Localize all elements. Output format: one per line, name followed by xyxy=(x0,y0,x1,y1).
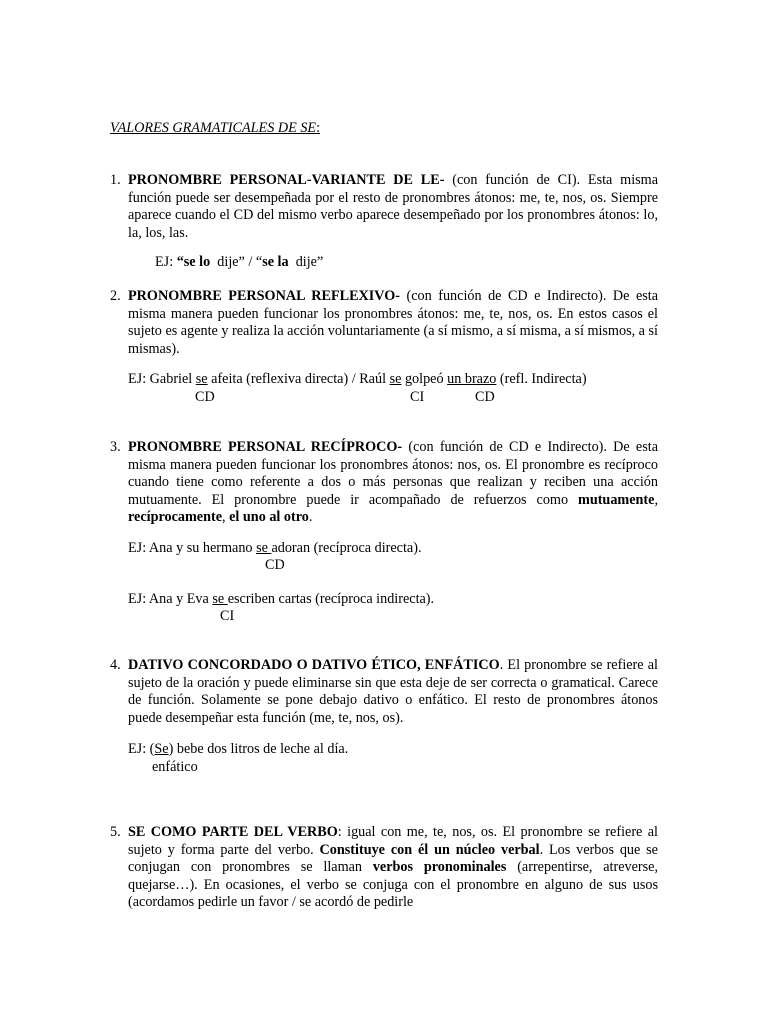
example-4 xyxy=(128,741,348,759)
example-text: EJ: Gabriel xyxy=(128,371,196,387)
function-tag: CD xyxy=(265,557,285,573)
document-title xyxy=(110,120,320,138)
section-body xyxy=(128,439,658,527)
example-text: (refl. Indirecta) xyxy=(496,371,587,387)
example-text: EJ: Ana y su hermano xyxy=(128,540,257,556)
section-heading: SE COMO PARTE DEL VERBO xyxy=(128,824,338,840)
example-3b xyxy=(128,591,434,609)
example-3a xyxy=(128,540,422,558)
example-underlined: se xyxy=(389,371,402,387)
example-text: dije” xyxy=(288,254,324,270)
example-underlined: Se xyxy=(154,741,169,757)
example-text: EJ: ( xyxy=(128,741,155,757)
separator: , xyxy=(654,491,658,508)
function-tag: CD xyxy=(195,389,215,405)
example-1 xyxy=(155,254,323,272)
section-body xyxy=(128,824,658,912)
section-text: (arrepentirse, atreverse, quejarse…). En ocasiones, el verbo se conjuga con el pronombre en alguno de sus usos (acordamos pedirle un favor / se acordó de pedirle xyxy=(128,859,658,911)
section-text: . Los verbos que se conjugan con pronombres se llaman xyxy=(128,841,658,876)
section-heading: DATIVO CONCORDADO O DATIVO ÉTICO, ENFÁTICO xyxy=(128,657,500,673)
section-3 xyxy=(110,439,658,527)
bold-term: recíprocamente xyxy=(128,509,223,526)
section-text: (con función de CD e Indirecto). De esta misma manera pueden funcionar los pronombres átonos: me, te, nos, os. En estos casos el sujeto es agente y realiza la acción voluntariamente (a sí mismo, a sí misma, a sí mismos, a sí mismas). xyxy=(128,288,658,357)
section-1 xyxy=(110,172,658,242)
section-2 xyxy=(110,288,658,358)
example-text: ) bebe dos litros de leche al día. xyxy=(168,741,349,757)
function-tag: enfático xyxy=(152,759,198,775)
function-tag: CI xyxy=(220,608,235,624)
section-body xyxy=(128,657,658,727)
section-4 xyxy=(110,657,658,727)
example-text: escriben cartas (recíproca indirecta). xyxy=(227,591,435,607)
period: . xyxy=(308,509,313,526)
example-text: EJ: Ana y Eva xyxy=(128,591,213,607)
function-tag: CI xyxy=(410,389,425,405)
section-heading: PRONOMBRE PERSONAL-VARIANTE DE LE- xyxy=(128,172,445,188)
section-number: 5. xyxy=(110,824,121,840)
title-text: VALORES GRAMATICALES DE SE xyxy=(110,120,317,136)
section-text: : igual con me, te, nos, os. El pronombre se refiere al sujeto y forma parte del verbo. xyxy=(128,824,658,858)
section-5 xyxy=(110,824,658,912)
example-text: adoran (recíproca directa). xyxy=(271,540,422,556)
bold-term: mutuamente xyxy=(578,491,655,508)
separator: , xyxy=(222,509,230,526)
section-number: 1. xyxy=(110,172,121,188)
section-heading: PRONOMBRE PERSONAL RECÍPROCO- xyxy=(128,439,403,455)
section-number: 3. xyxy=(110,439,121,455)
section-number: 4. xyxy=(110,657,121,673)
example-underlined: un brazo xyxy=(447,371,497,387)
example-text: golpeó xyxy=(401,371,448,387)
function-tag: CD xyxy=(475,389,495,405)
title-colon: : xyxy=(316,120,321,136)
example-text: afeita (reflexiva directa) / Raúl xyxy=(207,371,390,387)
example-bold: “se lo xyxy=(176,254,211,270)
bold-term: Constituye con él un núcleo verbal xyxy=(319,841,540,858)
section-text: (con función de CI). Esta misma función puede ser desempeñada por el resto de pronombres átonos: me, te, nos, os. Siempre aparece cuando el CD del mismo verbo aparece desempeñado por los pronombres átonos: lo, la, los, las. xyxy=(128,172,658,241)
example-bold: se la xyxy=(262,254,289,270)
example-underlined: se xyxy=(212,591,228,607)
bold-term: el uno al otro xyxy=(229,509,309,526)
section-heading: PRONOMBRE PERSONAL REFLEXIVO- xyxy=(128,288,401,304)
example-prefix: EJ: xyxy=(155,254,177,270)
example-underlined: se xyxy=(195,371,208,387)
bold-term: verbos pronominales xyxy=(372,859,507,876)
example-text: dije” / “ xyxy=(210,254,263,270)
example-underlined: se xyxy=(256,540,272,556)
section-body xyxy=(128,172,658,242)
section-number: 2. xyxy=(110,288,121,304)
section-body xyxy=(128,288,658,358)
example-2 xyxy=(128,371,587,389)
section-text: . El pronombre se refiere al sujeto de la oración y puede eliminarse sin que esta deje de ser correcta o gramatical. Carece de función. Solamente se pone debajo dativo o enfático. El resto de pronombres átonos puede desempeñar esta función (me, te, nos, os). xyxy=(128,657,658,726)
section-text: (con función de CD e Indirecto). De esta misma manera pueden funcionar los pronombres átonos: nos, os. El pronombre es recíproco cuando tiene como referente a dos o más personas que realizan y reciben una acción mutuamente. El pronombre puede ir acompañado de refuerzos como xyxy=(128,439,658,508)
